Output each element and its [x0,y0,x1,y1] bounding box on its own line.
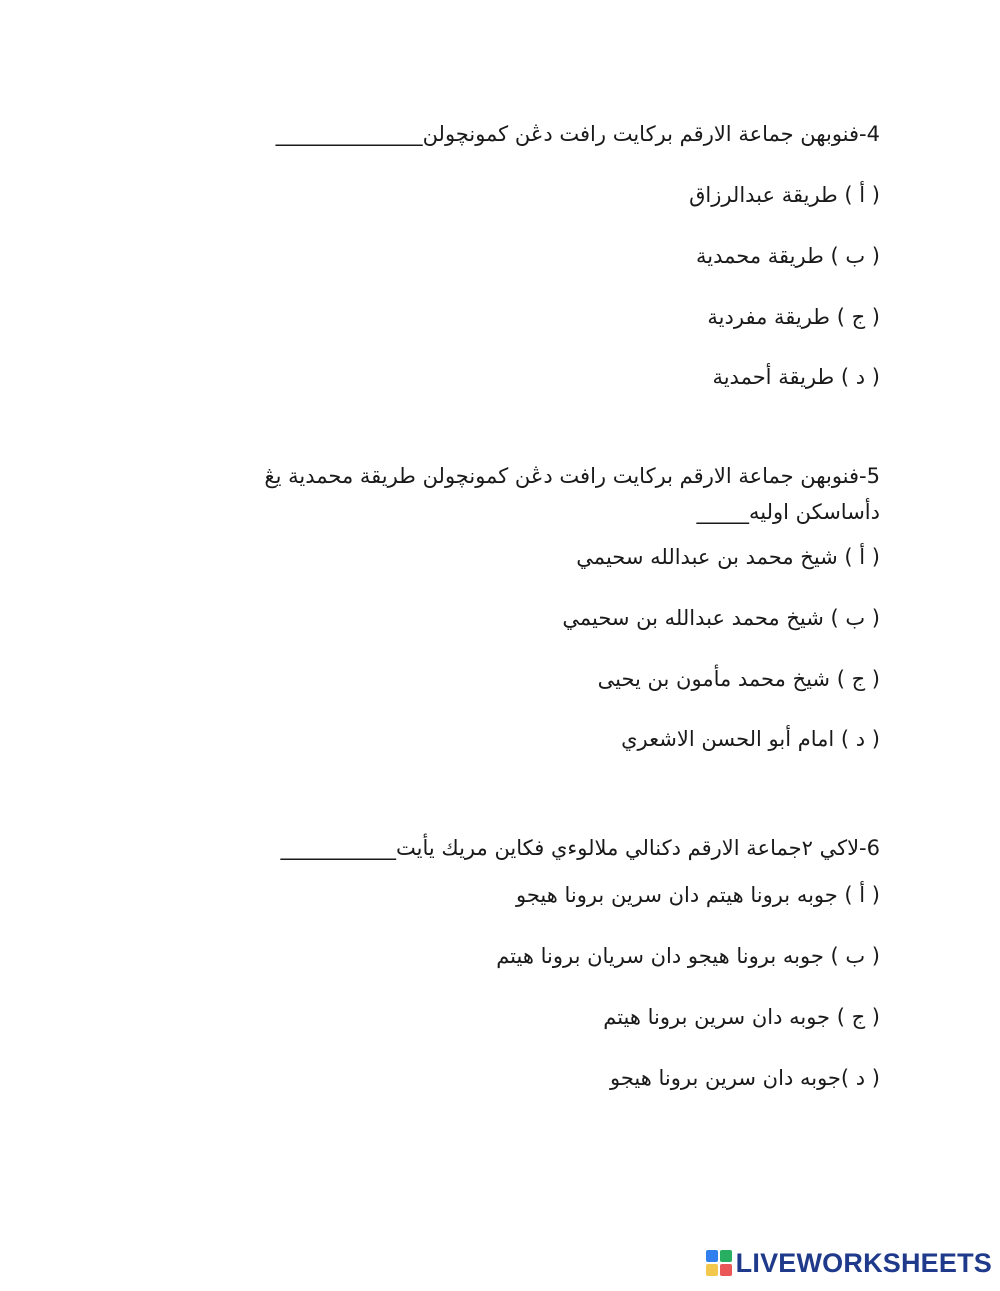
question-4-text: 4-فنوبهن جماعة الارقم بركايت رافت دڠن كمونچولن______________ [275,122,880,146]
question-6-option-b[interactable]: ( ب ) جوبه برونا هيجو دان سريان برونا هيتم [496,944,880,968]
question-5-option-b[interactable]: ( ب ) شيخ محمد عبدالله بن سحيمي [562,606,880,630]
question-4-option-c[interactable]: ( ج ) طريقة مفردية [707,305,880,329]
liveworksheets-brand-text: LIVEWORKSHEETS [735,1247,992,1278]
question-5-option-d[interactable]: ( د ) امام أبو الحسن الاشعري [621,727,880,751]
question-4-option-b[interactable]: ( ب ) طريقة محمدية [696,244,880,268]
question-6-option-c[interactable]: ( ج ) جوبه دان سرين برونا هيتم [603,1005,880,1029]
question-6-text: 6-لاكي ٢جماعة الارقم دكنالي ملالوءي فكاين مريك يأيت___________ [280,836,880,860]
question-5-text: 5-فنوبهن جماعة الارقم بركايت رافت دڠن كمونچولن طريقة محمدية يڠ دأساسكن اوليه_____ [264,464,880,524]
question-5-option-c[interactable]: ( ج ) شيخ محمد مأمون بن يحيى [597,667,880,691]
question-4-option-d[interactable]: ( د ) طريقة أحمدية [712,365,880,389]
liveworksheets-logo-icon [706,1250,732,1276]
liveworksheets-brand [706,1249,992,1277]
question-6-option-a[interactable]: ( أ ) جوبه برونا هيتم دان سرين برونا هيجو [515,883,880,907]
question-5-option-a[interactable]: ( أ ) شيخ محمد بن عبدالله سحيمي [576,545,880,569]
question-4-option-a[interactable]: ( أ ) طريقة عبدالرزاق [689,183,880,207]
question-6-option-d[interactable]: ( د )جوبه دان سرين برونا هيجو [610,1066,880,1090]
